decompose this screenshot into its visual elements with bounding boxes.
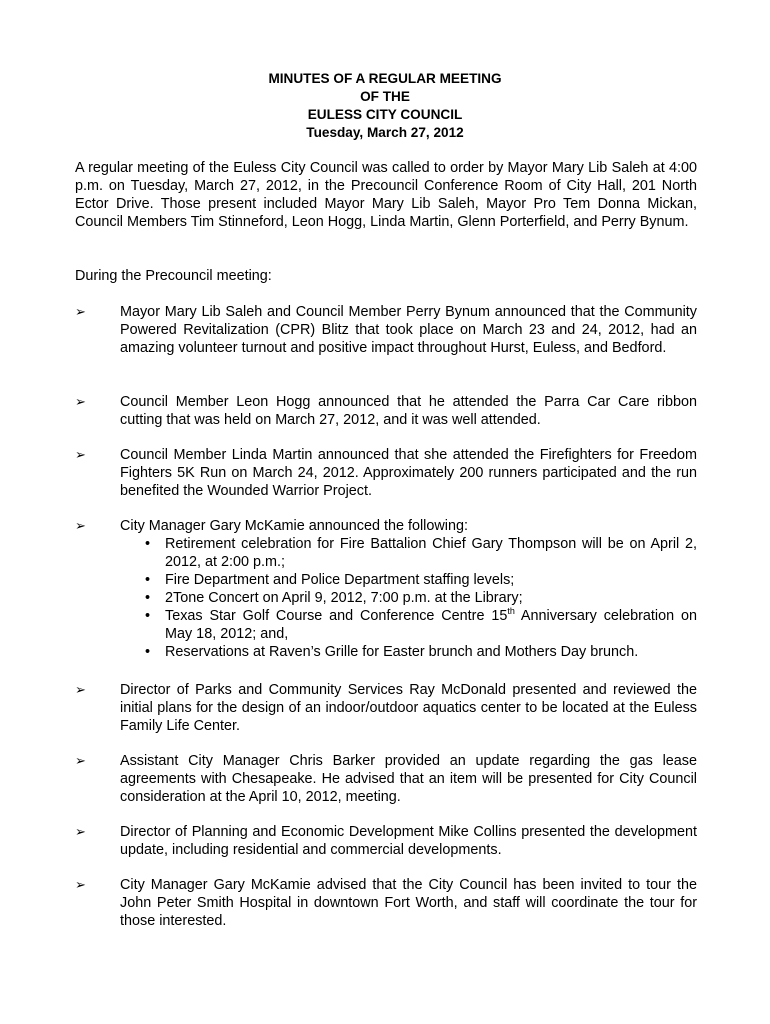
arrow-bullet-icon: ➢ <box>75 447 86 462</box>
bullet-dot-icon: • <box>145 608 151 624</box>
arrow-bullet-icon: ➢ <box>75 518 86 533</box>
sub-list-item <box>120 607 697 643</box>
arrow-bullet-icon: ➢ <box>75 304 86 319</box>
arrow-bullet-icon: ➢ <box>75 753 86 768</box>
sub-list-item-text: Retirement celebration for Fire Battalion Chief Gary Thompson will be on April 2, 2012, at 2:00 p.m.; <box>165 536 697 570</box>
document-title <box>0 70 770 142</box>
list-item <box>75 681 697 735</box>
intro-paragraph: A regular meeting of the Euless City Council was called to order by Mayor Mary Lib Saleh at 4:00 p.m. on Tuesday, March 27, 2012, in the Precouncil Conference Room of City Hall, 201 North Ector Drive. Those present included Mayor Mary Lib Saleh, Mayor Pro Tem Donna Mickan, Council Members Tim Stinneford, Leon Hogg, Linda Martin, Glenn Porterfield, and Perry Bynum. <box>75 160 697 230</box>
precouncil-heading: During the Precouncil meeting: <box>75 268 272 284</box>
list-item-text: Director of Parks and Community Services Ray McDonald presented and reviewed the initial plans for the design of an indoor/outdoor aquatics center to be located at the Euless Family Life Center. <box>120 682 697 734</box>
list-item <box>75 303 697 357</box>
bullet-dot-icon: • <box>145 572 151 588</box>
arrow-bullet-icon: ➢ <box>75 824 86 839</box>
arrow-bullet-icon: ➢ <box>75 394 86 409</box>
sub-list-item-text: 2Tone Concert on April 9, 2012, 7:00 p.m. at the Library; <box>165 590 523 606</box>
list-item <box>75 393 697 429</box>
sub-list-item <box>120 571 697 589</box>
list-item-text: Council Member Leon Hogg announced that he attended the Parra Car Care ribbon cutting that was held on March 27, 2012, and it was well attended. <box>120 394 697 428</box>
title-line-3: EULESS CITY COUNCIL <box>307 107 463 122</box>
sub-list-item-text-part: Anniversary celebration on May 18, 2012; and, <box>165 608 697 642</box>
title-line-1: MINUTES OF A REGULAR MEETING <box>268 71 502 86</box>
list-item-text: Council Member Linda Martin announced that she attended the Firefighters for Freedom Fighters 5K Run on March 24, 2012. Approximately 200 runners participated and the run benefited the Wounded Warrior Project. <box>120 447 697 499</box>
bullet-dot-icon: • <box>145 644 151 660</box>
title-line-4: Tuesday, March 27, 2012 <box>306 125 464 140</box>
list-item-text: Director of Planning and Economic Development Mike Collins presented the development update, including residential and commercial developments. <box>120 824 697 858</box>
arrow-bullet-icon: ➢ <box>75 877 86 892</box>
bullet-dot-icon: • <box>145 536 151 552</box>
sub-list-item <box>120 589 697 607</box>
sub-list-item-text: Reservations at Raven’s Grille for Easter brunch and Mothers Day brunch. <box>165 644 639 660</box>
manager-announcements-list <box>120 535 697 661</box>
bullet-dot-icon: • <box>145 590 151 606</box>
title-line-2: OF THE <box>360 89 410 104</box>
list-item-text: City Manager Gary McKamie advised that the City Council has been invited to tour the John Peter Smith Hospital in downtown Fort Worth, and staff will coordinate the tour for those interested. <box>120 877 697 929</box>
sub-list-item-text-part: Texas Star Golf Course and Conference Centre 15 <box>165 608 508 624</box>
list-item <box>75 517 697 661</box>
list-item-text: Mayor Mary Lib Saleh and Council Member Perry Bynum announced that the Community Powered Revitalization (CPR) Blitz that took place on March 23 and 24, 2012, had an amazing volunteer turnout and positive impact throughout Hurst, Euless, and Bedford. <box>120 304 697 356</box>
list-item-text: City Manager Gary McKamie announced the following: <box>120 518 468 534</box>
sub-list-item <box>120 535 697 571</box>
sub-list-item <box>120 643 697 661</box>
list-item-text: Assistant City Manager Chris Barker provided an update regarding the gas lease agreements with Chesapeake. He advised that an item will be presented for City Council consideration at the April 10, 2012, meeting. <box>120 753 697 805</box>
list-item <box>75 823 697 859</box>
list-item <box>75 876 697 930</box>
sub-list-item-text: Fire Department and Police Department staffing levels; <box>165 572 515 588</box>
list-item <box>75 752 697 806</box>
list-item <box>75 446 697 500</box>
ordinal-suffix: th <box>507 606 515 617</box>
arrow-bullet-icon: ➢ <box>75 682 86 697</box>
